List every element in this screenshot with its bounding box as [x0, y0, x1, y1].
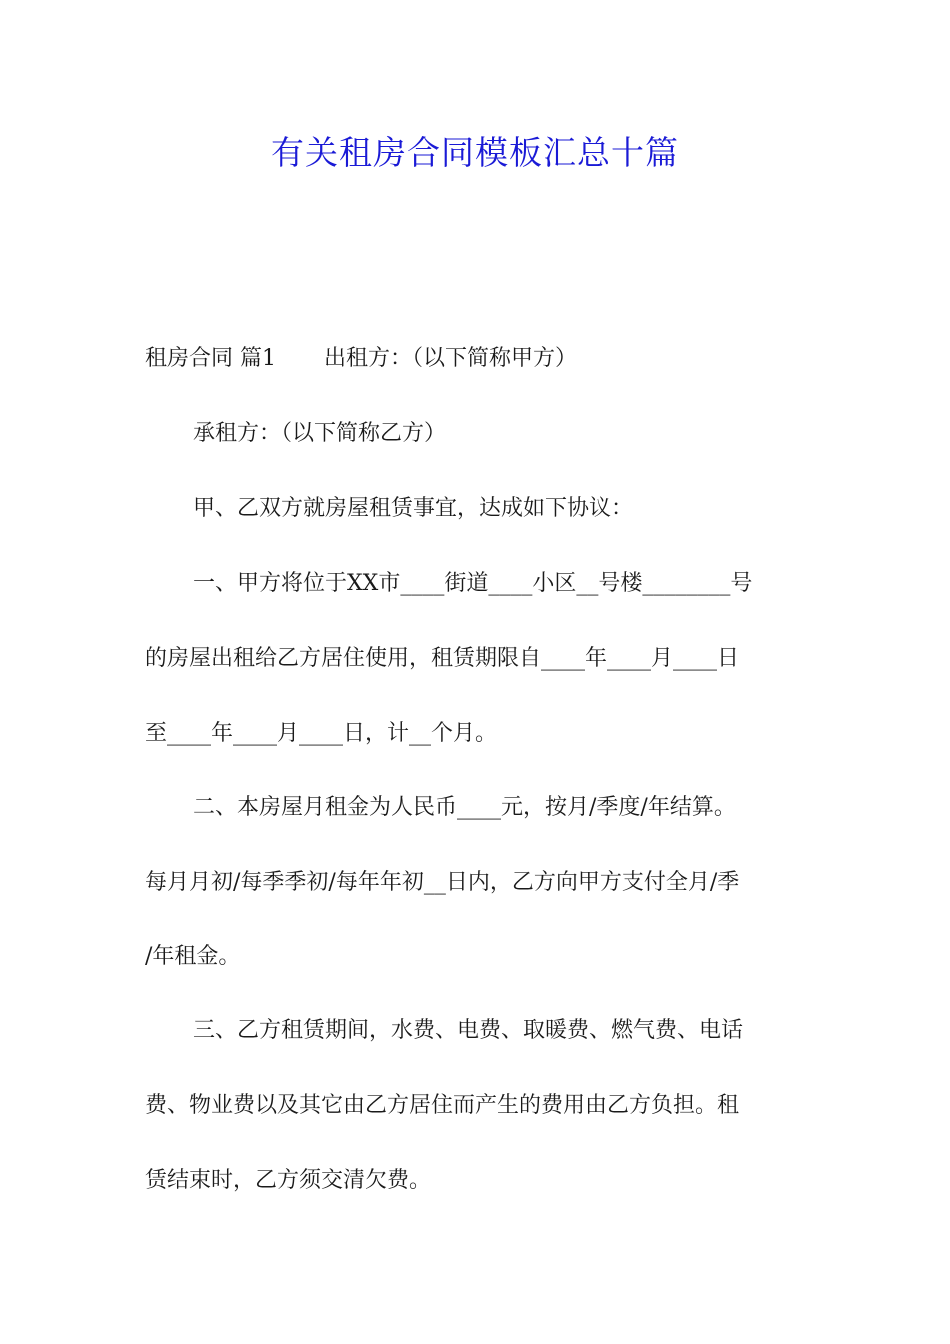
clause-1-line-3: 至____年____月____日，计__个月。	[145, 721, 498, 746]
lessee-line: 承租方：（以下简称乙方）	[193, 421, 447, 446]
clause-3-line-3: 赁结束时，乙方须交清欠费。	[145, 1168, 432, 1193]
clause-2-line-3: /年租金。	[145, 944, 241, 969]
clause-2-line-1: 二、本房屋月租金为人民币____元，按月/季度/年结算。	[193, 795, 736, 820]
lessor-line: 出租方：（以下简称甲方）	[324, 346, 578, 371]
clause-3-line-2: 费、物业费以及其它由乙方居住而产生的费用由乙方负担。租	[145, 1093, 740, 1118]
section-heading: 租房合同 篇1	[145, 346, 276, 371]
clause-1-line-2: 的房屋出租给乙方居住使用，租赁期限自____年____月____日	[145, 646, 740, 671]
agreement-intro: 甲、乙双方就房屋租赁事宜，达成如下协议：	[193, 496, 634, 521]
clause-3-line-1: 三、乙方租赁期间，水费、电费、取暖费、燃气费、电话	[193, 1018, 744, 1043]
paragraph-line-1	[145, 344, 807, 374]
document-title: 有关租房合同模板汇总十篇	[271, 133, 679, 172]
clause-1-line-1: 一、甲方将位于XX市____街道____小区__号楼________号	[193, 571, 753, 596]
clause-2-line-2: 每月月初/每季季初/每年年初__日内，乙方向甲方支付全月/季	[145, 870, 740, 895]
